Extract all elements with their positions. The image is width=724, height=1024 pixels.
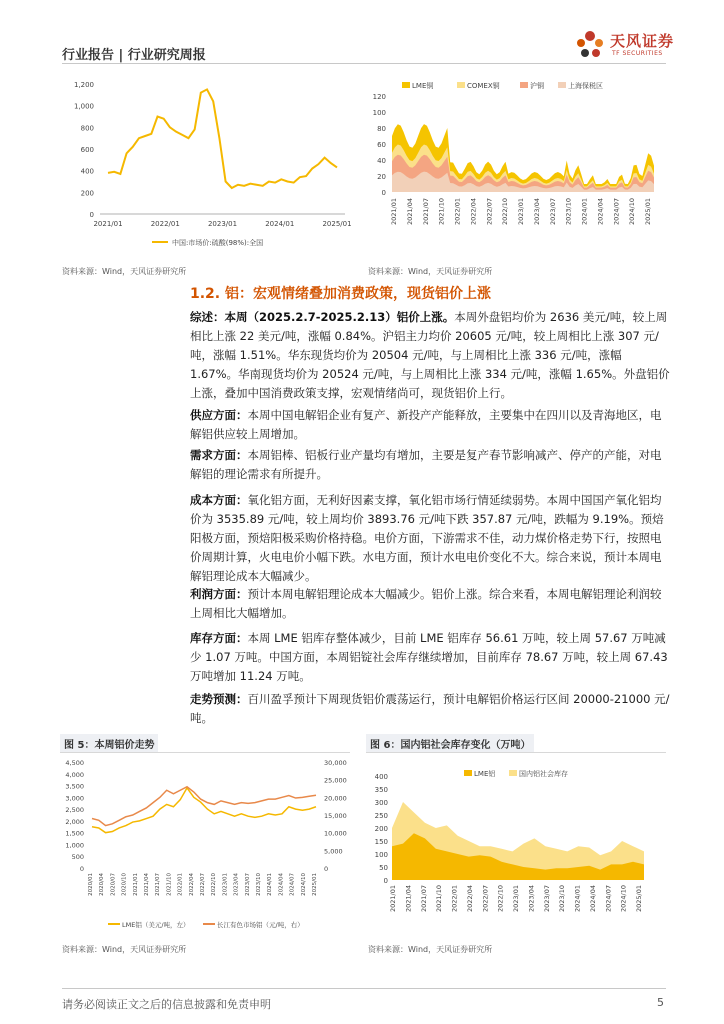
ytick-left-label: 500 <box>71 853 84 862</box>
profit-label: 利润方面： <box>190 587 248 601</box>
source-note-top-right: 资料来源：Wind，天风证券研究所 <box>368 267 493 276</box>
inventory-label: 库存方面： <box>190 631 248 645</box>
ytick-label: 80 <box>377 125 386 133</box>
xtick-label: 2023/01 <box>207 220 238 228</box>
fig5-title: 图 5：本周铝价走势 <box>60 734 158 753</box>
source-note-top-left: 资料来源：Wind，天风证券研究所 <box>62 267 187 276</box>
ytick-label: 50 <box>379 864 388 872</box>
ytick-left-label: 2,000 <box>65 817 84 826</box>
cost-text: 氧化铝方面，无利好因素支撑，氧化铝市场行情延续弱势。本周中国国产氧化铝均价为 3535.89 元/吨，较上周均价 3893.76 元/吨下跌 357.87 元/吨，跌幅为 9.19%。预焙阳极方面，预焙阳极采购价格持稳。电价方面，下游需求不佳，动力煤价格走势下行，按照电价周期计算，火电电价小幅下跌。水电方面，预计水电电价变化不大。综合来说，预计本周电解铝理论成本大幅减少。 <box>190 493 664 583</box>
profit-text: 预计本周电解铝理论成本大幅减少。铝价上涨。综合来看，本周电解铝理论利润较上周相比大幅增加。 <box>190 587 662 620</box>
page-number: 5 <box>657 996 664 1009</box>
xtick-label: 2020/04 <box>99 873 106 896</box>
xtick-label: 2020/01 <box>88 873 94 896</box>
ytick-label: 100 <box>372 109 386 117</box>
ytick-label: 600 <box>80 146 94 154</box>
xtick-label: 2023/07 <box>244 873 251 896</box>
ytick-label: 40 <box>377 157 386 165</box>
xtick-label: 2023/01 <box>222 873 229 896</box>
ytick-right-label: 15,000 <box>324 812 347 820</box>
xtick-label: 2024/10 <box>300 873 307 896</box>
logo-text-en: TF SECURITIES <box>612 50 663 57</box>
ytick-left-label: 0 <box>79 865 84 873</box>
xtick-label: 2022/01 <box>150 220 180 228</box>
xtick-label: 2024/07 <box>612 198 621 226</box>
ytick-label: 1,000 <box>73 102 94 111</box>
xtick-label: 2025/01 <box>644 198 652 226</box>
legend-label: LME铝（美元/吨，左） <box>122 921 190 929</box>
ytick-left-label: 3,000 <box>65 794 84 803</box>
ytick-label: 150 <box>374 838 388 846</box>
summary-label: 综述：本周（2025.2.7-2025.2.13）铝价上涨。 <box>190 310 455 324</box>
xtick-label: 2021/01 <box>132 873 139 896</box>
legend-swatch <box>402 82 410 88</box>
footer-disclaimer: 请务必阅读正文之后的信息披露和免责申明 <box>62 998 271 1011</box>
xtick-label: 2021/04 <box>144 873 150 896</box>
xtick-label: 2021/10 <box>435 885 444 913</box>
xtick-label: 2023/10 <box>564 198 573 226</box>
xtick-label: 2023/04 <box>233 873 240 896</box>
xtick-label: 2022/01 <box>177 873 184 896</box>
legend-swatch <box>464 770 472 776</box>
xtick-label: 2021/10 <box>437 198 446 226</box>
xtick-label: 2023/04 <box>527 885 536 913</box>
xtick-label: 2022/07 <box>200 873 206 896</box>
xtick-label: 2024/07 <box>289 873 296 896</box>
xtick-label: 2021/01 <box>93 220 123 228</box>
paragraph-profit <box>190 585 670 623</box>
ytick-right-label: 25,000 <box>324 776 347 785</box>
legend-label: LME铝 <box>474 770 496 778</box>
lme-aluminum-line <box>92 788 316 833</box>
ytick-label: 300 <box>374 799 388 807</box>
xtick-label: 2024/10 <box>619 885 628 913</box>
xtick-label: 2021/07 <box>421 198 430 226</box>
xtick-label: 2024/07 <box>604 885 613 913</box>
xtick-label: 2021/01 <box>389 885 397 913</box>
fig6-title: 图 6：国内铝社会库存变化（万吨） <box>366 734 534 753</box>
legend-label: 国内铝社会库存 <box>519 770 568 778</box>
xtick-label: 2020/10 <box>121 873 128 896</box>
xtick-label: 2025/01 <box>322 220 352 228</box>
xtick-label: 2024/04 <box>588 885 597 913</box>
ytick-label: 800 <box>80 124 94 133</box>
ytick-left-label: 2,500 <box>65 806 84 815</box>
xtick-label: 2023/01 <box>512 885 520 913</box>
sulfuric-acid-price-chart <box>60 74 360 264</box>
legend-label: 长江有色市场铝（元/吨，右） <box>217 921 304 929</box>
xtick-label: 2023/07 <box>542 885 551 913</box>
series-line <box>108 89 337 188</box>
logo-text-cn: 天风证券 <box>610 32 675 50</box>
xtick-label: 2022/10 <box>211 873 218 896</box>
xtick-label: 2021/04 <box>404 885 413 913</box>
copper-inventory-chart <box>362 74 662 264</box>
legend-swatch <box>520 82 528 88</box>
xtick-label: 2021/01 <box>390 198 398 226</box>
ytick-left-label: 1,000 <box>65 841 84 850</box>
xtick-label: 2024/01 <box>580 198 589 226</box>
ytick-label: 350 <box>374 786 388 794</box>
ytick-left-label: 4,000 <box>65 770 84 779</box>
paragraph-summary <box>190 308 670 403</box>
xtick-label: 2024/01 <box>265 220 295 228</box>
legend-label: 沪铜 <box>530 82 544 90</box>
xtick-label: 2023/10 <box>256 873 262 896</box>
xtick-label: 2023/01 <box>517 198 525 226</box>
xtick-label: 2024/01 <box>573 885 582 913</box>
company-logo <box>572 24 692 64</box>
ytick-label: 400 <box>374 773 388 781</box>
ytick-label: 0 <box>89 211 94 219</box>
ytick-right-label: 10,000 <box>324 829 347 838</box>
ytick-label: 0 <box>383 877 388 885</box>
fig6-title-rule <box>366 752 666 753</box>
forecast-text: 百川盈孚预计下周现货铝价震荡运行，预计电解铝价格运行区间 20000-21000 元/吨。 <box>190 692 670 725</box>
xtick-label: 2025/01 <box>312 873 318 896</box>
ytick-right-label: 0 <box>324 865 329 873</box>
xtick-label: 2022/01 <box>453 198 462 226</box>
ytick-label: 1,200 <box>73 81 94 89</box>
paragraph-forecast <box>190 690 670 728</box>
supply-label: 供应方面： <box>190 408 248 422</box>
forecast-label: 走势预测： <box>190 692 248 706</box>
xtick-label: 2022/07 <box>481 885 490 913</box>
legend-swatch <box>457 82 465 88</box>
fig5-title-rule <box>60 752 350 753</box>
legend-swatch <box>558 82 566 88</box>
ytick-right-label: 30,000 <box>324 759 347 767</box>
xtick-label: 2023/10 <box>558 885 567 913</box>
xtick-label: 2022/04 <box>465 885 474 913</box>
ytick-left-label: 1,500 <box>65 829 84 838</box>
xtick-label: 2022/04 <box>188 873 195 896</box>
xtick-label: 2023/04 <box>532 198 541 226</box>
xtick-label: 2024/04 <box>278 873 285 896</box>
supply-text: 本周中国电解铝企业有复产、新投产产能释放，主要集中在四川以及青海地区，电解铝供应较上周增加。 <box>190 408 662 441</box>
xtick-label: 2021/07 <box>155 873 162 896</box>
ytick-label: 120 <box>372 93 386 101</box>
xtick-label: 2022/10 <box>501 198 510 226</box>
ytick-label: 400 <box>80 167 94 176</box>
ytick-left-label: 4,500 <box>65 759 84 767</box>
legend-label: 中国:市场价:硫酸(98%):全国 <box>172 239 264 247</box>
xtick-label: 2022/01 <box>450 885 459 913</box>
ytick-right-label: 5,000 <box>324 847 343 856</box>
xtick-label: 2024/04 <box>596 198 605 226</box>
ytick-label: 250 <box>374 812 388 820</box>
logo-flower-icon <box>572 26 608 62</box>
ytick-label: 60 <box>377 141 386 149</box>
legend-label: 上海保税区 <box>568 82 603 90</box>
legend-swatch <box>509 770 517 776</box>
xtick-label: 2021/04 <box>405 198 414 226</box>
legend-label: LME铜 <box>412 82 434 90</box>
section-title: 1.2. 铝：宏观情绪叠加消费政策，现货铝价上涨 <box>190 286 491 302</box>
summary-text: 本周外盘铝均价为 2636 美元/吨，较上周相比上涨 22 美元/吨，涨幅 0.84%。沪铝主力均价 20605 元/吨，较上周相比上涨 307 元/吨，涨幅 1.51%。华东现货均价为 20504 元/吨，与上周相比上涨 336 元/吨，涨幅 1.67%。华南现货均价为 20524 元/吨，与上周相比上涨 334 元/吨，涨幅 1.65%。外盘铝价上涨，叠加中国消费政策支撑，宏观情绪尚可，现货铝价上行。 <box>190 310 670 400</box>
ytick-label: 100 <box>374 851 388 859</box>
xtick-label: 2022/10 <box>496 885 505 913</box>
xtick-label: 2023/07 <box>548 198 557 226</box>
xtick-label: 2025/01 <box>635 885 643 913</box>
legend-label: COMEX铜 <box>467 82 500 90</box>
ytick-label: 200 <box>80 189 94 198</box>
ytick-label: 0 <box>381 189 386 197</box>
paragraph-supply <box>190 406 670 444</box>
inventory-text: 本周 LME 铝库存整体减少，目前 LME 铝库存 56.61 万吨，较上周 57.67 万吨减少 1.07 万吨。中国方面，本周铝锭社会库存继续增加，目前库存 78.67 万吨，较上周 67.43 万吨增加 11.24 万吨。 <box>190 631 668 683</box>
paragraph-cost <box>190 491 670 586</box>
aluminum-price-chart <box>58 756 358 936</box>
xtick-label: 2021/07 <box>419 885 428 913</box>
xtick-label: 2020/07 <box>110 873 117 896</box>
ytick-label: 20 <box>377 173 386 181</box>
xtick-label: 2024/10 <box>628 198 637 226</box>
ytick-right-label: 20,000 <box>324 794 347 803</box>
paragraph-inventory <box>190 629 670 686</box>
report-header-title: 行业报告 | 行业研究周报 <box>62 48 206 63</box>
xtick-label: 2022/04 <box>469 198 478 226</box>
source-note-fig5: 资料来源：Wind，天风证券研究所 <box>62 945 187 954</box>
ytick-label: 200 <box>374 825 388 833</box>
demand-text: 本周铝棒、铝板行业产量均有增加，主要是复产春节影响减产、停产的产能，对电解铝的理论需求有所提升。 <box>190 448 662 481</box>
ytick-left-label: 3,500 <box>65 782 84 791</box>
aluminum-social-inventory-chart <box>364 756 668 936</box>
cost-label: 成本方面： <box>190 493 248 507</box>
xtick-label: 2024/01 <box>267 873 274 896</box>
xtick-label: 2022/07 <box>485 198 494 226</box>
demand-label: 需求方面： <box>190 448 248 462</box>
source-note-fig6: 资料来源：Wind，天风证券研究所 <box>368 945 493 954</box>
xtick-label: 2021/10 <box>166 873 173 896</box>
footer-divider <box>62 988 666 989</box>
paragraph-demand <box>190 446 670 484</box>
